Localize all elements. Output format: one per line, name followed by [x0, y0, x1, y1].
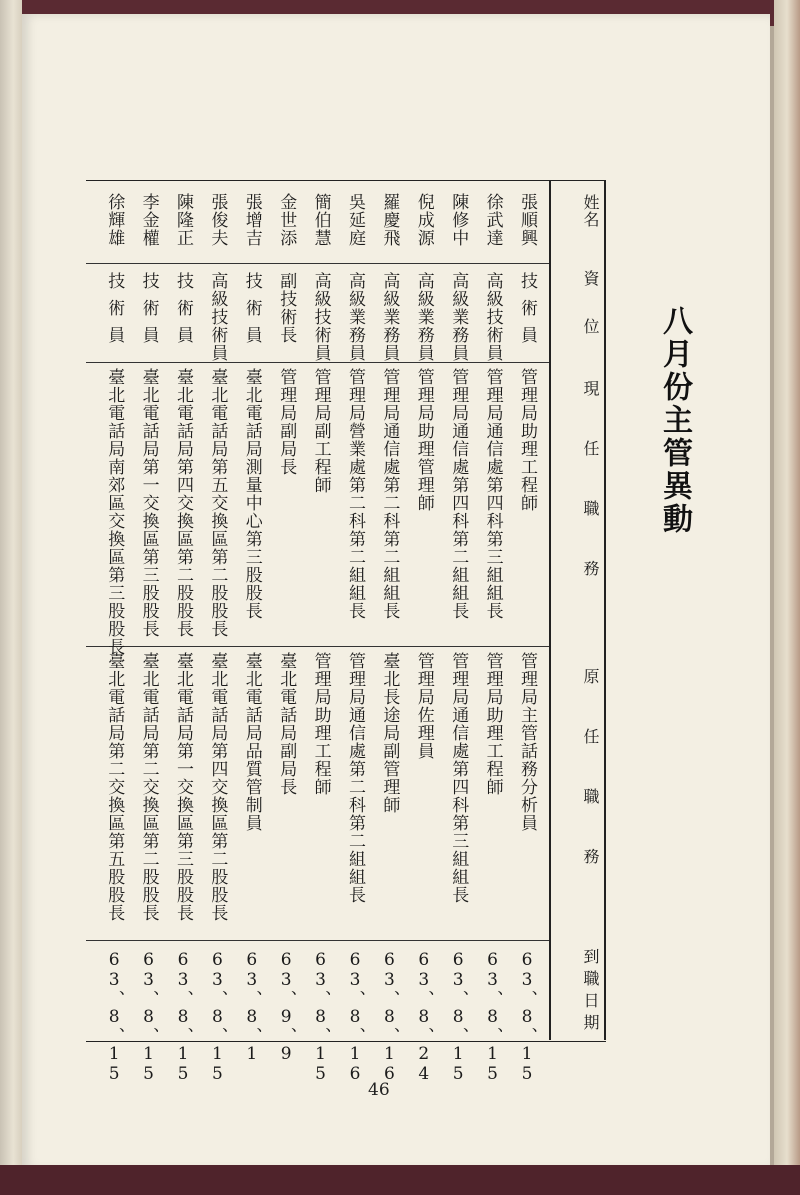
- header-previous: 原任職務: [581, 668, 600, 908]
- row-13-date: 63、8、15: [104, 950, 125, 1084]
- row-9-previous: 臺北電話局品質管制員: [241, 652, 262, 832]
- row-13-rank: 技術員: [104, 272, 125, 353]
- row-13-name: 徐輝雄: [104, 193, 125, 247]
- row-1-previous: 管理局主管話務分析員: [517, 652, 537, 832]
- row-1-name: 張順興: [517, 193, 537, 247]
- facing-page-edge: [0, 0, 22, 1195]
- row-rule-name: [86, 263, 549, 264]
- row-2-current: 管理局通信處第四科第三組組長: [482, 368, 503, 620]
- row-12-name: 李金權: [138, 193, 159, 247]
- row-10-previous: 臺北電話局第四交換區第二股股長: [207, 652, 228, 922]
- row-3-previous: 管理局通信處第四科第三組組長: [448, 652, 469, 904]
- row-6-name: 吳延庭: [345, 193, 365, 247]
- row-2-name: 徐武達: [482, 193, 503, 247]
- row-8-current: 管理局副局長: [276, 368, 297, 476]
- row-12-date: 63、8、15: [138, 950, 159, 1084]
- row-7-rank: 高級技術員: [310, 272, 331, 362]
- row-2-date: 63、8、15: [482, 950, 503, 1084]
- row-6-current: 管理局營業處第二科第二組組長: [345, 368, 365, 620]
- row-7-name: 簡伯慧: [310, 193, 331, 247]
- row-13-current: 臺北電話局南郊區交換區第三股股長: [104, 368, 125, 656]
- header-divider: [549, 180, 551, 1040]
- page-number: 46: [368, 1080, 390, 1100]
- row-3-date: 63、8、15: [448, 950, 469, 1084]
- header-rank: 資位: [581, 270, 600, 366]
- row-9-date: 63、8、1: [241, 950, 262, 1064]
- row-12-previous: 臺北電話局第二交換區第二股股長: [138, 652, 159, 922]
- row-9-current: 臺北電話局測量中心第三股股長: [241, 368, 262, 620]
- book-cover-bottom: [0, 1165, 800, 1195]
- row-11-name: 陳隆正: [173, 193, 193, 247]
- row-2-rank: 高級技術員: [482, 272, 503, 362]
- row-rule-previous: [86, 940, 549, 941]
- row-6-previous: 管理局通信處第二科第二組組長: [345, 652, 365, 904]
- row-9-name: 張增吉: [241, 193, 262, 247]
- row-rule-rank: [86, 362, 549, 363]
- row-10-current: 臺北電話局第五交換區第二股股長: [207, 368, 228, 638]
- row-8-previous: 臺北電話局副局長: [276, 652, 297, 796]
- row-13-previous: 臺北電話局第二交換區第五股股長: [104, 652, 125, 922]
- row-11-previous: 臺北電話局第一交換區第三股股長: [173, 652, 193, 922]
- row-4-previous: 管理局佐理員: [413, 652, 434, 760]
- page-title: 八月份主管異動: [657, 305, 692, 536]
- row-4-current: 管理局助理管理師: [413, 368, 434, 512]
- row-8-rank: 副技術長: [276, 272, 297, 344]
- row-7-previous: 管理局助理工程師: [310, 652, 331, 796]
- row-rule-current: [86, 646, 549, 647]
- book-cover-right: [774, 0, 800, 1195]
- row-11-date: 63、8、15: [173, 950, 193, 1084]
- row-5-previous: 臺北長途局副管理師: [379, 652, 400, 814]
- row-1-date: 63、8、15: [517, 950, 537, 1084]
- row-12-current: 臺北電話局第一交換區第三股股長: [138, 368, 159, 638]
- header-name: 姓名: [581, 194, 600, 228]
- row-11-current: 臺北電話局第四交換區第二股股長: [173, 368, 193, 638]
- header-current: 現任職務: [581, 380, 600, 620]
- header-date: 到職日期: [581, 948, 600, 1036]
- row-5-rank: 高級業務員: [379, 272, 400, 362]
- row-10-rank: 高級技術員: [207, 272, 228, 362]
- row-3-name: 陳修中: [448, 193, 469, 247]
- row-4-date: 63、8、24: [413, 950, 434, 1084]
- row-3-rank: 高級業務員: [448, 272, 469, 362]
- row-10-name: 張俊夫: [207, 193, 228, 247]
- row-9-rank: 技術員: [241, 272, 262, 353]
- row-2-previous: 管理局助理工程師: [482, 652, 503, 796]
- row-4-name: 倪成源: [413, 193, 434, 247]
- row-5-name: 羅慶飛: [379, 193, 400, 247]
- table-right-border: [604, 180, 606, 1040]
- row-8-name: 金世添: [276, 193, 297, 247]
- row-1-rank: 技術員: [517, 272, 537, 353]
- row-6-date: 63、8、16: [345, 950, 365, 1084]
- row-4-rank: 高級業務員: [413, 272, 434, 362]
- row-11-rank: 技術員: [173, 272, 193, 353]
- row-7-date: 63、8、15: [310, 950, 331, 1084]
- row-3-current: 管理局通信處第四科第二組組長: [448, 368, 469, 620]
- row-8-date: 63、9、9: [276, 950, 297, 1064]
- row-5-current: 管理局通信處第二科第二組組長: [379, 368, 400, 620]
- row-7-current: 管理局副工程師: [310, 368, 331, 494]
- row-12-rank: 技術員: [138, 272, 159, 353]
- row-1-current: 管理局助理工程師: [517, 368, 537, 512]
- row-5-date: 63、8、16: [379, 950, 400, 1084]
- row-6-rank: 高級業務員: [345, 272, 365, 362]
- row-10-date: 63、8、15: [207, 950, 228, 1084]
